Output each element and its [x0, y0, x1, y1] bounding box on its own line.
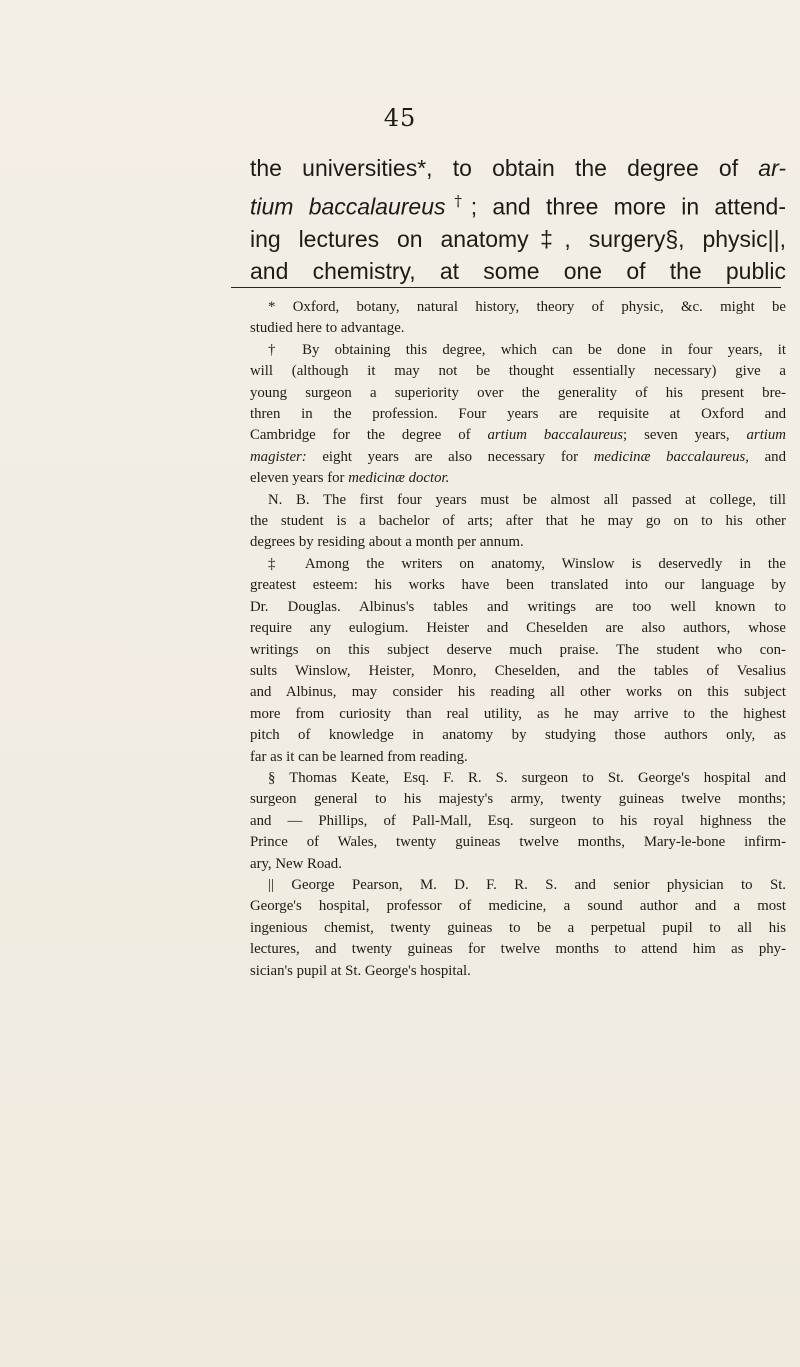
footnote-line: § Thomas Keate, Esq. F. R. S. surgeon to St. George's hospital and	[268, 769, 786, 786]
footnote-line: Cambridge for the degree of artium baccalaureus; seven years, artium	[250, 427, 786, 444]
footnote-line: ary, New Road.	[250, 855, 342, 872]
footnote-line: || George Pearson, M. D. F. R. S. and senior physician to St.	[268, 876, 786, 893]
footnote-line: pitch of knowledge in anatomy by studying those authors only, as	[250, 727, 786, 744]
footnote-line: writings on this subject deserve much praise. The student who con-	[250, 641, 786, 658]
footnote-line: N. B. The first four years must be almost all passed at college, till	[268, 491, 786, 508]
footnote-line: * Oxford, botany, natural history, theory of physic, &c. might be	[268, 299, 786, 315]
footnote-line: and — Phillips, of Pall-Mall, Esq. surgeon to his royal highness the	[250, 812, 786, 829]
footnote-line: sults Winslow, Heister, Monro, Cheselden, and the tables of Vesalius	[250, 662, 786, 679]
footnote-line: more from curiosity than real utility, as he may arrive to the highest	[250, 705, 786, 722]
footnote-line: lectures, and twenty guineas for twelve months to attend him as phy-	[250, 941, 786, 958]
footnote-line: greatest esteem: his works have been translated into our language by	[250, 577, 786, 594]
footnote-line: young surgeon a superiority over the generality of his present bre-	[250, 384, 786, 401]
footnote-line: thren in the profession. Four years are requisite at Oxford and	[250, 406, 786, 423]
footnote-line: degrees by residing about a month per annum.	[250, 534, 524, 551]
footnote-line: studied here to advantage.	[250, 320, 405, 337]
footnote-line: George's hospital, professor of medicine, a sound author and a most	[250, 898, 786, 915]
footnote-line: ingenious chemist, twenty guineas to be a perpetual pupil to all his	[250, 919, 786, 936]
footnote-line: and Albinus, may consider his reading all other works on this subject	[250, 684, 786, 701]
main-text-line: tium baccalaureus†; and three more in attend-	[250, 191, 786, 220]
footnote-line: sician's pupil at St. George's hospital.	[250, 962, 471, 979]
footnote-line: ‡ Among the writers on anatomy, Winslow is deservedly in the	[268, 555, 786, 572]
main-text-line: and chemistry, at some one of the public	[250, 258, 786, 285]
footnote-line: will (although it may not be thought essentially necessary) give a	[250, 363, 786, 380]
footnote-divider	[231, 287, 781, 289]
page-number: 45	[383, 104, 417, 132]
footnote-line: † By obtaining this degree, which can be done in four years, it	[268, 341, 786, 358]
footnote-line: Prince of Wales, twenty guineas twelve months, Mary-le-bone infirm-	[250, 834, 786, 851]
footnote-line: far as it can be learned from reading.	[250, 748, 468, 765]
footnote-line: magister: eight years are also necessary for medicinæ baccalaureus, and	[250, 448, 786, 465]
main-text-line: ing lectures on anatomy‡, surgery§, physic||,	[250, 225, 786, 252]
footnote-line: require any eulogium. Heister and Cheselden are also authors, whose	[250, 620, 786, 637]
footnote-line: Dr. Douglas. Albinus's tables and writings are too well known to	[250, 598, 786, 615]
footnote-line: the student is a bachelor of arts; after that he may go on to his other	[250, 513, 786, 530]
main-text-line: the universities*, to obtain the degree of ar-	[250, 155, 786, 181]
main-text	[250, 152, 786, 288]
footnote-line: surgeon general to his majesty's army, twenty guineas twelve months;	[250, 791, 786, 808]
footnotes	[250, 297, 786, 982]
footnote-line: eleven years for medicinæ doctor.	[250, 470, 450, 487]
